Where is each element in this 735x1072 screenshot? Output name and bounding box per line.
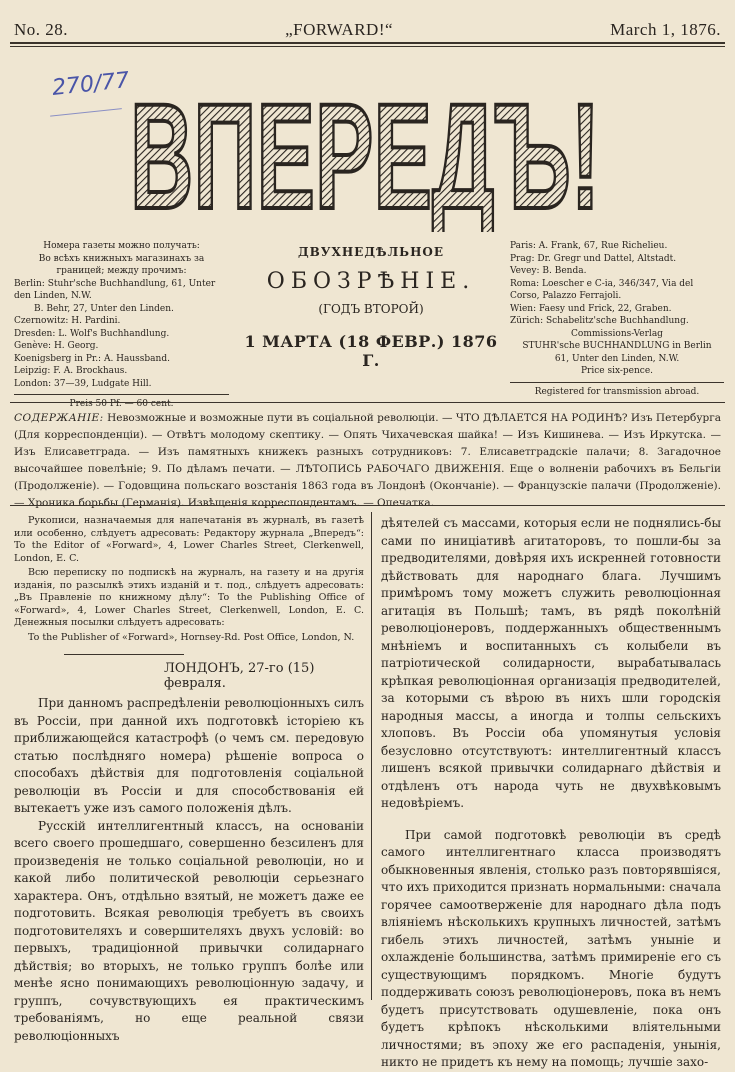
right-column [381, 515, 721, 1072]
info-line: Roma: Loescher e C-ia, 346/347, Via del Corso, Palazzo Ferrajoli. [510, 278, 694, 301]
info-line: Koenigsberg in Pr.: A. Haussband. [14, 353, 170, 364]
editorial-notice [14, 515, 364, 644]
info-line: Genève: H. Georg. [14, 341, 99, 351]
notice-rule [64, 654, 184, 655]
table-of-contents [14, 410, 721, 512]
info-line: B. Behr, 27, Unter den Linden. [34, 303, 174, 314]
header-title: „FORWARD!“ [285, 20, 394, 39]
masthead-logo [128, 60, 603, 232]
info-line: Wien: Faesy und Frick, 22, Graben. [510, 303, 672, 314]
subtitle-biweekly: ДВУХНЕДѢЛЬНОЕ [297, 245, 445, 259]
contents-rule-bottom [10, 505, 725, 506]
header-rule-thin [10, 46, 725, 47]
info-line: Paris: A. Frank, 67, Rue Richelieu. [510, 241, 668, 251]
header-date: March 1, 1876. [610, 20, 721, 39]
article-paragraph: При самой подготовкѣ революціи въ средѣ самого интеллигентнаго класса производятъ обыкновенныя явленія, столько разъ повторявшіяся, что ихъ приходится признать нормальными: сначала горячее самоотверженіе для народнаго дѣла подъ вліяніемъ нѣсколькихъ крупныхъ личностей, затѣмъ гибель этихъ личностей, затѣмъ уныніе и охлажденіе большинства, затѣмъ примиреніе его съ существующимъ порядкомъ. Многіе будутъ поддерживать союзъ революціонеровъ, пока въ немъ будетъ присутствовать одушевленіе, пока онъ будетъ крѣпокъ нѣсколькими вліятельными личностями; въ эпоху же его распаденія, унынія, никто не придетъ къ нему на помощь; лучшіе захо- [381, 827, 722, 1069]
notice-paragraph: To the Publisher of «Forward», Hornsey-Rd. Post Office, London, N. [28, 631, 355, 643]
issue-date-russian: 1 МАРТА (18 ФЕВР.) 1876 Г. [244, 332, 498, 370]
contents-label: СОДЕРЖАНІЕ: [14, 412, 104, 424]
article-right-text [381, 515, 721, 1072]
info-line: Во всѣхъ книжныхъ магазинахъ за границей; между прочимъ: [38, 253, 205, 276]
article-paragraph: дѣятелей съ массами, которыя если не поднялись-бы сами по иниціативѣ агитаторовъ, то пошли-бы за предводителями, довѣряя ихъ искренней готовности дѣйствовать для народнаго блага. Лучшимъ примѣромъ тому можетъ служить революціонная агитація въ Польшѣ; тамъ, въ рядѣ поколѣній революціонеровъ, поддержанныхъ общественнымъ мнѣніемъ и воспитанныхъ съ колыбели въ патріотической солидарности, вырабатывалась крѣпкая революціонная организація предводителей, за которыми съ вѣрою въ нихъ шли городскія народныя массы, а иногда и толпы сельскихъ хлоповъ. Въ Россіи оба упомянутыя условія безусловно отсутствуютъ: интеллигентный классъ лишенъ всякой привычки солидарнаго дѣйствія и отдѣленъ отъ народа чуть не двухвѣковымъ недовѣріемъ. [381, 516, 721, 810]
contents-text: Невозможные и возможные пути въ соціальной революціи. — ЧТО ДѢЛАЕТСЯ НА РОДИНѢ? Изъ Петербурга (Для корреспонденціи). — Отвѣтъ молодому скептику. — Опять Чихачевская шайка! — Изъ Кишинева. — Изъ Иркутска. — Изъ Елисаветграда. — Изъ памятныхъ книжекъ разныхъ сотрудниковъ: 7. Елисаветградскіе палачи; 8. Загадочное высочайшее повелѣніе; 9. По дѣламъ печати. — ЛѢТОПИСЬ РАБОЧАГО ДВИЖЕНІЯ. Еще о волненіи рабочихъ въ Бельгіи (Продолженіе). — Годовщина польскаго возстанія 1863 года въ Лондонѣ (Окончаніе). — Французскіе палачи (Продолженіе). — Хроника борьбы (Германія). Извѣщенія корреспондентамъ. — Опечатка. [14, 412, 722, 509]
price-eu: Preis 50 Pf. — 60 cent. [14, 394, 229, 411]
notice-paragraph: Всю переписку по подпискѣ на журналъ, на газету и на другія изданія, по разсылкѣ этихъ изданій и т. под., слѣдуетъ адресовать: „Въ Правленіе по книжному дѣлу“: To the Publishing Office of «Forward», 4, Lower Charles Street, Clerkenwell, London, E. C. Денежныя посылки слѣдуетъ адресовать: [14, 567, 364, 628]
agents-info [510, 240, 724, 398]
info-line: Vevey: B. Benda. [510, 266, 587, 276]
subtitle-year: (ГОДЪ ВТОРОЙ) [318, 302, 424, 316]
notice-paragraph: Рукописи, назначаемыя для напечатанія въ журналѣ, въ газетѣ или особенно, слѣдуетъ адресовать: Редактору журнала „Впередъ“: To the Editor of «Forward», 4, Lower Charles Street, Clerkenwell, London, E. C. [14, 515, 364, 564]
header-rule [10, 42, 725, 44]
info-line: 61, Unter den Linden, N.W. [554, 353, 680, 364]
left-info-lines [14, 240, 229, 390]
info-line: London: 37—39, Ludgate Hill. [14, 378, 152, 389]
header-line [14, 14, 721, 40]
column-separator [371, 512, 372, 1000]
info-line: Commissions-Verlag [571, 328, 663, 339]
info-line: Номера газеты можно получать: [43, 241, 200, 251]
issue-number: No. 28. [14, 20, 69, 39]
contents-rule-top [10, 402, 725, 403]
article-paragraph: Русскій интеллигентный классъ, на основаніи всего своего прошедшаго, совершенно безсиленъ для произведенія не только соціальной революціи, но и какой либо политической революціи серьезнаго характера. Онъ, отдѣльно взятый, не можетъ даже ее подготовить. Всякая революція требуетъ въ своихъ подготовителяхъ и совершителяхъ двухъ условій: во первыхъ, традиціонной привычки солидарнаго дѣйствія; во вторыхъ, не только группъ болѣе или менѣе ясно понимающихъ революціонную задачу, и группъ, сочувствующихъ ея практическимъ требованіямъ, но еще реальной связи революціонныхъ [14, 818, 364, 1043]
info-line: Czernowitz: H. Pardini. [14, 316, 121, 326]
subtitle-block [236, 245, 506, 370]
handwritten-note: 270/77 [50, 68, 131, 101]
article-dateline: ЛОНДОНЪ, 27-го (15) февраля. [164, 661, 315, 691]
left-column [14, 515, 364, 1045]
info-line: Price six-pence. [580, 366, 654, 376]
info-line: Dresden: L. Wolf's Buchhandlung. [14, 328, 170, 339]
info-line: Leipzig: F. A. Brockhaus. [14, 366, 128, 376]
registered-note: Registered for transmission abroad. [510, 382, 724, 399]
info-line: Berlin: Stuhr'sche Buchhandlung, 61, Unter den Linden, N.W. [14, 278, 216, 301]
info-line: STUHR'sche BUCHHANDLUNG in Berlin [522, 341, 712, 351]
info-line: Zürich: Schabelitz'sche Buchhandlung. [510, 316, 689, 326]
info-line: Prag: Dr. Gregr und Dattel, Altstadt. [510, 253, 677, 264]
article-left-text [14, 695, 364, 1045]
masthead-text: ВПЕРЕДЪ! [130, 72, 600, 232]
subtitle-review: ОБОЗРѢНІЕ. [266, 269, 476, 294]
distribution-info [14, 240, 229, 411]
article-paragraph: При данномъ распредѣленіи революціонныхъ силъ въ Россіи, при данной ихъ подготовкѣ історіею къ приближающейся катастрофѣ (о чемъ см. передовую статью послѣдняго номера) рѣшеніе вопроса о способахъ дѣйствія для подготовленія соціальной революціи въ Россіи и для способствованія ей вытекаетъ уже изъ самого положенія дѣлъ. [14, 696, 364, 815]
